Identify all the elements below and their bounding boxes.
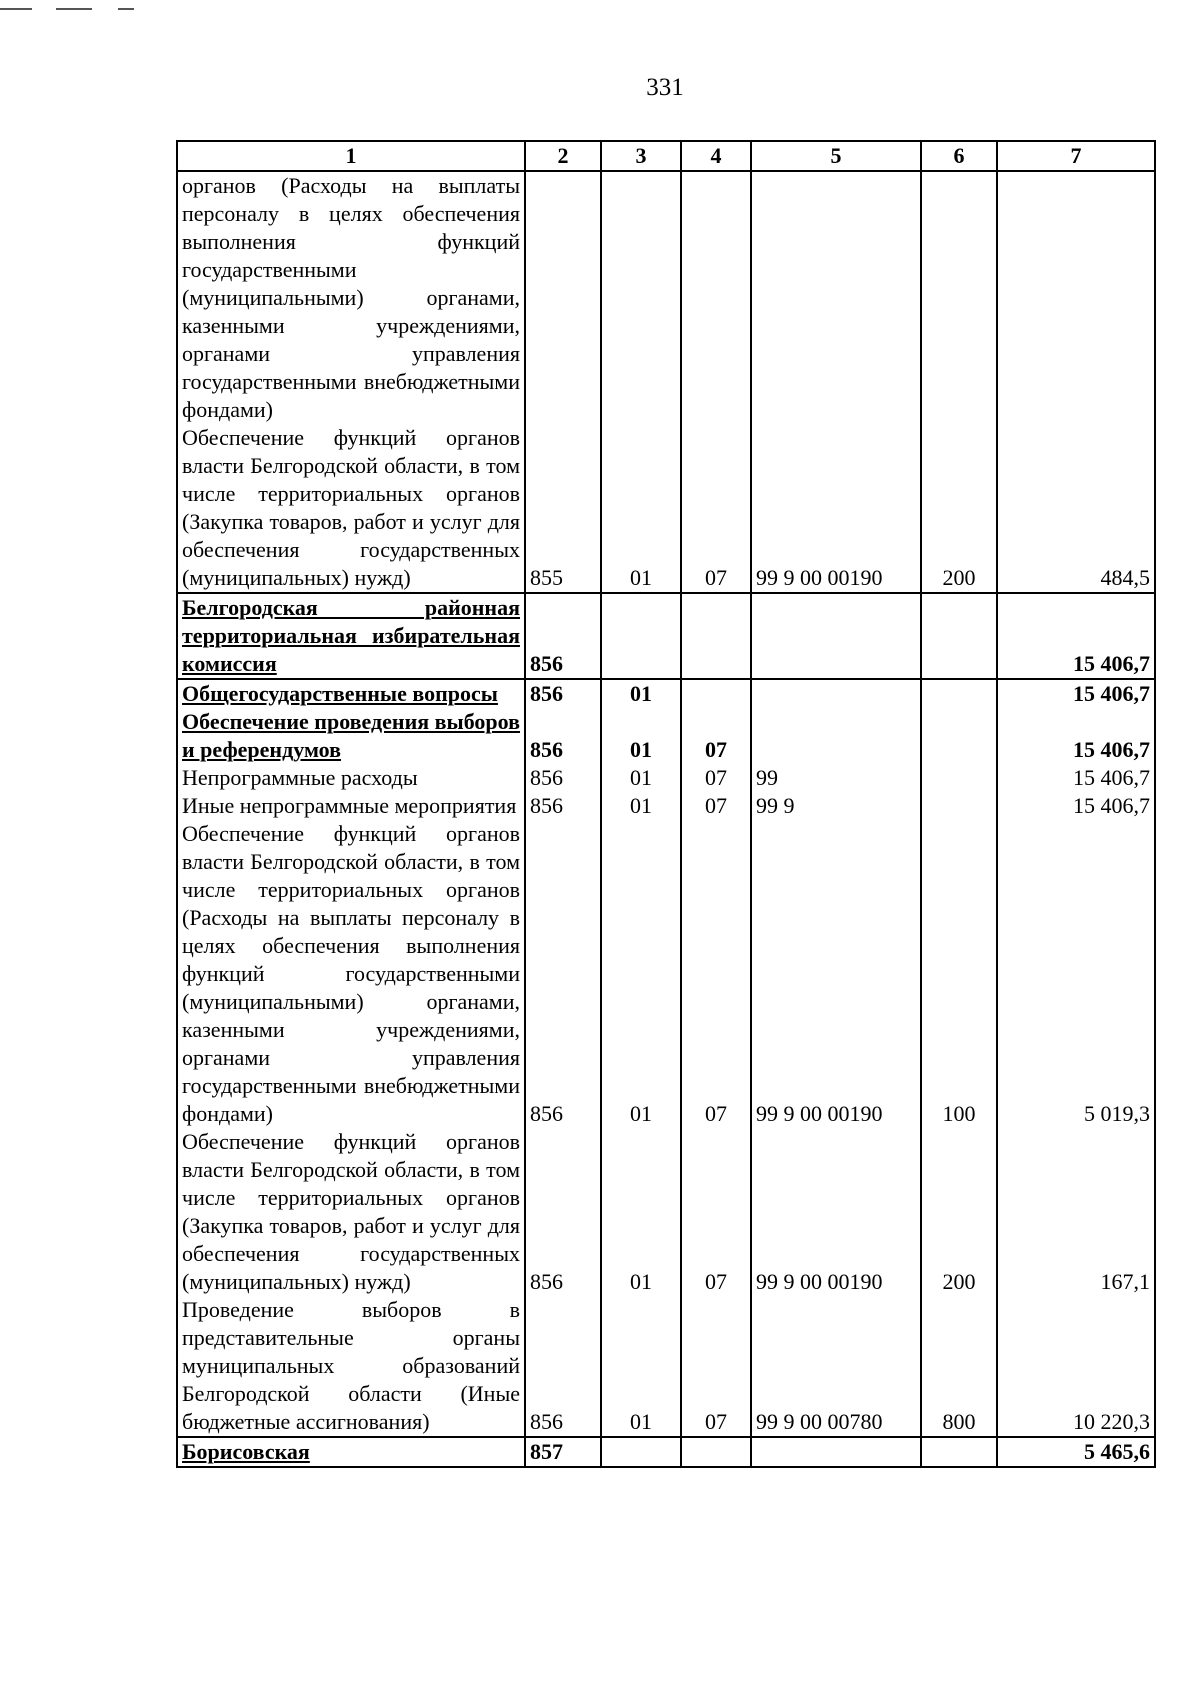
target-article-cell xyxy=(751,708,921,764)
table-row xyxy=(177,1296,1155,1437)
expense-type-cell xyxy=(921,708,997,764)
section-code-cell xyxy=(601,1437,681,1467)
department-code-cell: 856 xyxy=(525,593,601,679)
row-name-cell: Обеспечение проведения выборов и референдумов xyxy=(177,708,525,764)
row-name-cell: Проведение выборов в представительные органы муниципальных образований Белгородской области (Иные бюджетные ассигнования) xyxy=(177,1296,525,1437)
section-code-cell: 01 xyxy=(601,792,681,820)
column-header: 3 xyxy=(601,141,681,171)
row-name-cell: Иные непрограммные мероприятия xyxy=(177,792,525,820)
department-code-cell: 856 xyxy=(525,764,601,792)
row-name-cell: Обеспечение функций органов власти Белгородской области, в том числе территориальных органов (Закупка товаров, работ и услуг для обеспечения государственных (муниципальных) нужд) xyxy=(177,1128,525,1296)
target-article-cell xyxy=(751,1437,921,1467)
row-name-cell: Белгородская районная территориальная избирательная комиссия xyxy=(177,593,525,679)
department-code-cell: 857 xyxy=(525,1437,601,1467)
row-name-cell: Обеспечение функций органов власти Белгородской области, в том числе территориальных органов (Закупка товаров, работ и услуг для обеспечения государственных (муниципальных) нужд) xyxy=(177,424,525,593)
table-body xyxy=(177,171,1155,1467)
target-article-cell: 99 9 00 00190 xyxy=(751,820,921,1128)
expense-type-cell xyxy=(921,593,997,679)
column-header: 7 xyxy=(997,141,1155,171)
expense-type-cell: 100 xyxy=(921,820,997,1128)
target-article-cell xyxy=(751,171,921,424)
section-code-cell: 01 xyxy=(601,1128,681,1296)
department-code-cell: 856 xyxy=(525,679,601,708)
amount-cell: 15 406,7 xyxy=(997,679,1155,708)
row-name-cell: Обеспечение функций органов власти Белгородской области, в том числе территориальных органов (Расходы на выплаты персоналу в целях обеспечения выполнения функций государственными (муниципальными) органами, казенными учреждениями, органами управления государственными внебюджетными фондами) xyxy=(177,820,525,1128)
amount-cell: 5 019,3 xyxy=(997,820,1155,1128)
target-article-cell: 99 xyxy=(751,764,921,792)
department-code-cell: 856 xyxy=(525,820,601,1128)
section-code-cell: 01 xyxy=(601,708,681,764)
section-code-cell xyxy=(601,593,681,679)
row-name-cell: Борисовская xyxy=(177,1437,525,1467)
amount-cell: 15 406,7 xyxy=(997,792,1155,820)
table-row xyxy=(177,708,1155,764)
column-header: 5 xyxy=(751,141,921,171)
subsection-code-cell: 07 xyxy=(681,1128,751,1296)
target-article-cell: 99 9 00 00190 xyxy=(751,1128,921,1296)
amount-cell xyxy=(997,171,1155,424)
subsection-code-cell xyxy=(681,171,751,424)
table-row xyxy=(177,171,1155,424)
row-name-cell: Общегосударственные вопросы xyxy=(177,679,525,708)
table-row xyxy=(177,679,1155,708)
expense-type-cell xyxy=(921,792,997,820)
table-row xyxy=(177,820,1155,1128)
table-row xyxy=(177,1128,1155,1296)
table-row xyxy=(177,792,1155,820)
column-header: 6 xyxy=(921,141,997,171)
budget-table xyxy=(176,140,1156,1468)
scan-mark xyxy=(0,8,32,10)
table-row xyxy=(177,593,1155,679)
table-row xyxy=(177,764,1155,792)
column-header: 4 xyxy=(681,141,751,171)
row-name-cell: Непрограммные расходы xyxy=(177,764,525,792)
subsection-code-cell: 07 xyxy=(681,1296,751,1437)
amount-cell: 15 406,7 xyxy=(997,764,1155,792)
table-row xyxy=(177,1437,1155,1467)
expense-type-cell: 200 xyxy=(921,424,997,593)
department-code-cell: 856 xyxy=(525,792,601,820)
subsection-code-cell xyxy=(681,1437,751,1467)
section-code-cell: 01 xyxy=(601,679,681,708)
target-article-cell: 99 9 00 00780 xyxy=(751,1296,921,1437)
department-code-cell: 856 xyxy=(525,708,601,764)
expense-type-cell: 800 xyxy=(921,1296,997,1437)
table-row xyxy=(177,424,1155,593)
section-code-cell xyxy=(601,171,681,424)
expense-type-cell: 200 xyxy=(921,1128,997,1296)
amount-cell: 167,1 xyxy=(997,1128,1155,1296)
section-code-cell: 01 xyxy=(601,764,681,792)
target-article-cell xyxy=(751,593,921,679)
subsection-code-cell xyxy=(681,679,751,708)
subsection-code-cell: 07 xyxy=(681,820,751,1128)
subsection-code-cell: 07 xyxy=(681,792,751,820)
department-code-cell xyxy=(525,171,601,424)
subsection-code-cell xyxy=(681,593,751,679)
target-article-cell: 99 9 00 00190 xyxy=(751,424,921,593)
page-number: 331 xyxy=(646,74,684,101)
amount-cell: 15 406,7 xyxy=(997,593,1155,679)
department-code-cell: 856 xyxy=(525,1128,601,1296)
subsection-code-cell: 07 xyxy=(681,424,751,593)
expense-type-cell xyxy=(921,1437,997,1467)
amount-cell: 10 220,3 xyxy=(997,1296,1155,1437)
expense-type-cell xyxy=(921,171,997,424)
column-header: 1 xyxy=(177,141,525,171)
department-code-cell: 855 xyxy=(525,424,601,593)
subsection-code-cell: 07 xyxy=(681,764,751,792)
amount-cell: 15 406,7 xyxy=(997,708,1155,764)
expense-type-cell xyxy=(921,764,997,792)
subsection-code-cell: 07 xyxy=(681,708,751,764)
section-code-cell: 01 xyxy=(601,820,681,1128)
target-article-cell xyxy=(751,679,921,708)
row-name-cell: органов (Расходы на выплаты персоналу в целях обеспечения выполнения функций государственными (муниципальными) органами, казенными учреждениями, органами управления государственными внебюджетными фондами) xyxy=(177,171,525,424)
department-code-cell: 856 xyxy=(525,1296,601,1437)
scan-mark xyxy=(56,8,92,10)
expense-type-cell xyxy=(921,679,997,708)
column-header: 2 xyxy=(525,141,601,171)
target-article-cell: 99 9 xyxy=(751,792,921,820)
section-code-cell: 01 xyxy=(601,424,681,593)
header-row xyxy=(177,141,1155,171)
scan-mark xyxy=(118,8,134,10)
amount-cell: 5 465,6 xyxy=(997,1437,1155,1467)
amount-cell: 484,5 xyxy=(997,424,1155,593)
section-code-cell: 01 xyxy=(601,1296,681,1437)
